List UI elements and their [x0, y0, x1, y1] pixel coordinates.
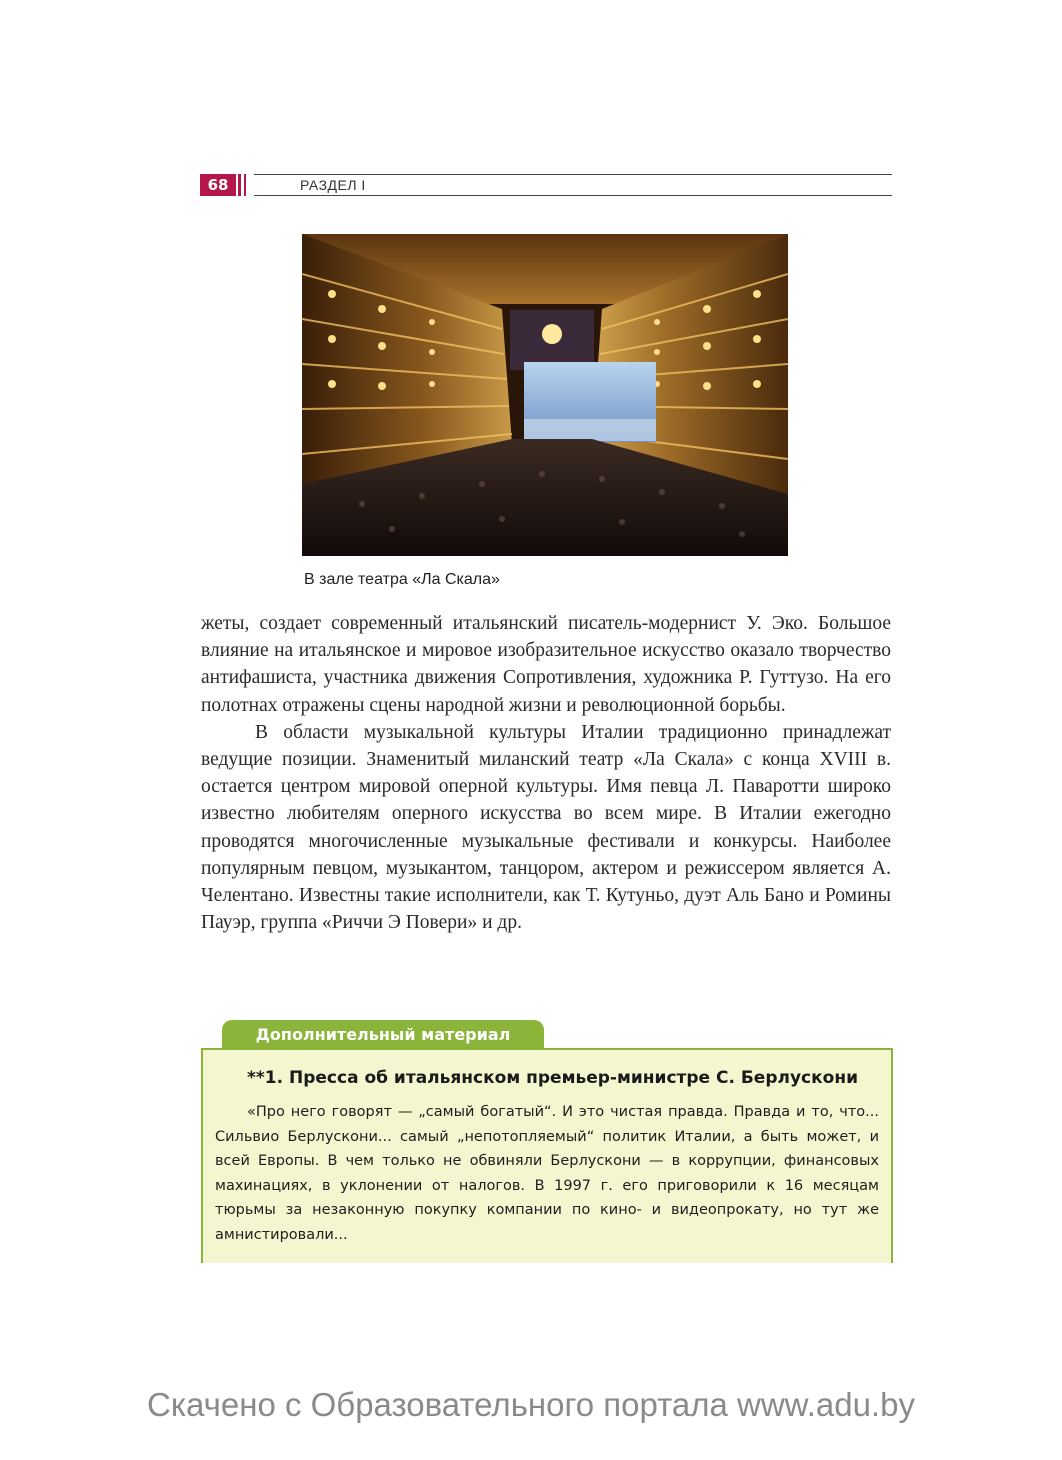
header-accent-bar	[238, 174, 241, 196]
la-scala-photo	[302, 234, 788, 556]
photo-caption: В зале театра «Ла Скала»	[304, 571, 500, 588]
main-text	[201, 610, 891, 936]
paragraph: В области музыкальной культуры Италии традиционно принадлежат ведущие позиции. Знаменитый миланский театр «Ла Скала» с конца XVIII в. остается центром мировой оперной культуры. Имя певца Л. Паваротти широко известно любителям оперного искусства во всем мире. В Италии ежегодно проводятся многочисленные музыкальные фестивали и конкурсы. Наиболее популярным певцом, музыкантом, танцором, актером и режиссером является А. Челентано. Известны такие исполнители, как Т. Кутуньо, дуэт Аль Бано и Ромины Пауэр, группа «Риччи Э Повери» и др.	[201, 721, 891, 934]
section-label: РАЗДЕЛ I	[300, 177, 366, 193]
download-watermark: Скачено с Образовательного портала www.adu.by	[147, 1386, 915, 1423]
header-rule-top	[254, 174, 892, 175]
paragraph: жеты, создает современный итальянский писатель-модернист У. Эко. Большое влияние на итальянское и мировое изобразительное искусство оказало творчество антифашиста, участника движения Сопротивления, художника Р. Гуттузо. На его полотнах отражены сцены народной жизни и революционной борьбы.	[201, 613, 891, 716]
page-number: 68	[200, 174, 236, 196]
additional-material-text	[215, 1100, 879, 1247]
additional-material-title: **1. Пресса об итальянском премьер-министре С. Берлускони	[247, 1068, 858, 1088]
additional-material-tab: Дополнительный материал	[222, 1020, 544, 1050]
page-header	[200, 172, 892, 198]
additional-material-box	[201, 1048, 893, 1263]
quote-paragraph: «Про него говорят — „самый богатый“. И это чистая правда. Правда и то, что... Сильвио Берлускони... самый „непотопляемый“ политик Италии, а быть может, и всей Европы. В чем только не обвиняли Берлускони — в коррупции, финансовых махинациях, в уклонении от налогов. В 1997 г. его приговорили к 16 месяцам тюрьмы за незаконную покупку компании по кино- и видеопрокату, но тут же амнистировали...	[215, 1104, 879, 1243]
header-accent-bar-thin	[244, 174, 246, 196]
header-rule-bottom	[254, 195, 892, 196]
